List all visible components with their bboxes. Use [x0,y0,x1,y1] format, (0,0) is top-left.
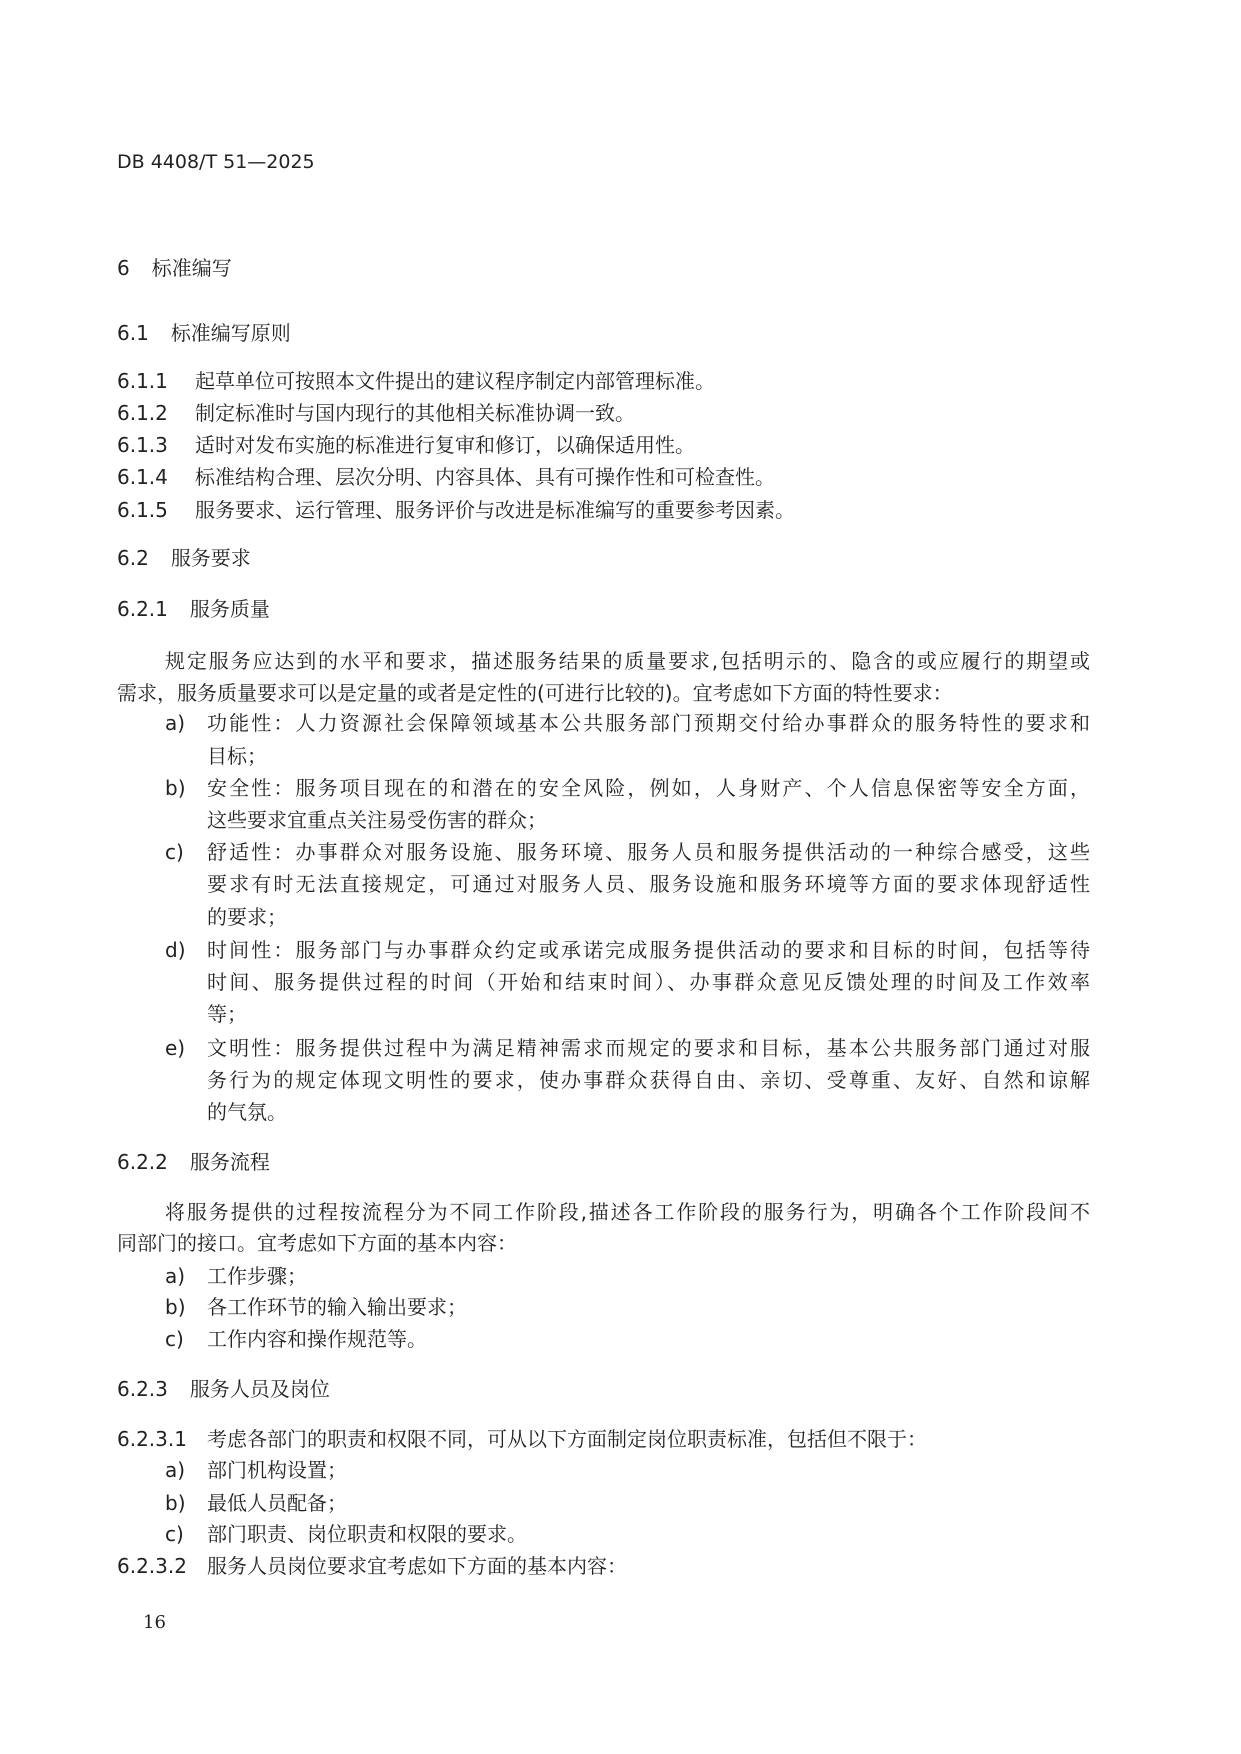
list-item-line: 务行为的规定体现文明性的要求，使办事群众获得自由、亲切、受尊重、友好、自然和谅解 [207,1068,1090,1092]
list-label: b) [165,776,186,800]
section-title: 服务流程 [189,1150,270,1174]
clause-text: 适时对发布实施的标准进行复审和修订，以确保适用性。 [195,433,695,457]
list-item-text: 部门机构设置； [207,1458,347,1482]
section-6-2-3-heading [117,1377,330,1401]
section-6-2-1-heading [117,597,270,621]
section-number: 6 [117,256,130,280]
clause-text: 制定标准时与国内现行的其他相关标准协调一致。 [195,401,635,425]
section-6-heading [117,256,232,280]
clause-number: 6.1.2 [117,401,168,425]
section-number: 6.2.2 [117,1150,168,1174]
section-6-2-heading [117,546,251,570]
list-item-line: 时间性：服务部门与办事群众约定或承诺完成服务提供活动的要求和目标的时间，包括等待 [207,938,1090,962]
section-title: 服务质量 [189,597,270,621]
clause-text: 起草单位可按照本文件提出的建议程序制定内部管理标准。 [195,369,715,393]
list-item-line: 时间、服务提供过程的时间（开始和结束时间）、办事群众意见反馈处理的时间及工作效率 [207,970,1090,994]
clause-number: 6.1.1 [117,369,168,393]
clause-number: 6.2.3.2 [117,1554,187,1578]
list-item-line: 文明性：服务提供过程中为满足精神需求而规定的要求和目标，基本公共服务部门通过对服 [207,1036,1090,1060]
list-label: c) [165,1327,184,1351]
document-id: DB 4408/T 51—2025 [117,151,315,173]
clause-6-2-3-1 [117,1427,927,1451]
clause-number: 6.2.3.1 [117,1427,187,1451]
list-label: a) [165,711,186,735]
clause-text: 考虑各部门的职责和权限不同，可从以下方面制定岗位职责标准，包括但不限于： [206,1427,927,1451]
section-title: 标准编写 [151,256,232,280]
paragraph-line: 同部门的接口。宜考虑如下方面的基本内容： [117,1231,517,1255]
paragraph-line: 需求，服务质量要求可以是定量的或者是定性的(可进行比较的)。宜考虑如下方面的特性要求： [117,681,953,705]
list-item-line: 舒适性：办事群众对服务设施、服务环境、服务人员和服务提供活动的一种综合感受，这些 [207,840,1090,864]
list-item-text: 各工作环节的输入输出要求； [207,1295,467,1319]
list-item-line: 功能性：人力资源社会保障领域基本公共服务部门预期交付给办事群众的服务特性的要求和 [207,711,1090,735]
list-label: b) [165,1491,186,1515]
page-number: 16 [143,1612,166,1633]
list-item-line: 这些要求宜重点关注易受伤害的群众； [207,808,547,832]
paragraph-line: 将服务提供的过程按流程分为不同工作阶段,描述各工作阶段的服务行为，明确各个工作阶段间不 [165,1200,1090,1224]
list-item-line: 等； [207,1002,247,1026]
clause-text: 标准结构合理、层次分明、内容具体、具有可操作性和可检查性。 [195,465,775,489]
clause-number: 6.1.5 [117,498,168,522]
list-label: b) [165,1295,186,1319]
list-item-line: 要求有时无法直接规定，可通过对服务人员、服务设施和服务环境等方面的要求体现舒适性 [207,872,1090,896]
paragraph-line: 规定服务应达到的水平和要求，描述服务结果的质量要求,包括明示的、隐含的或应履行的期望或 [165,649,1090,673]
section-6-2-2-heading [117,1150,270,1174]
list-item-line: 安全性：服务项目现在的和潜在的安全风险，例如，人身财产、个人信息保密等安全方面， [207,776,1090,800]
list-item-text: 工作步骤； [207,1264,307,1288]
clause-number: 6.1.3 [117,433,168,457]
section-number: 6.2.3 [117,1377,168,1401]
list-item-text: 工作内容和操作规范等。 [207,1327,427,1351]
clause-text: 服务要求、运行管理、服务评价与改进是标准编写的重要参考因素。 [195,498,795,522]
list-item-text: 部门职责、岗位职责和权限的要求。 [207,1522,527,1546]
clause-number: 6.1.4 [117,465,168,489]
section-title: 服务人员及岗位 [189,1377,330,1401]
clause-6-2-3-2 [117,1554,627,1578]
list-item-line: 目标； [207,744,267,768]
section-number: 6.2.1 [117,597,168,621]
list-item-line: 的气氛。 [207,1100,287,1124]
clause-text: 服务人员岗位要求宜考虑如下方面的基本内容： [206,1554,627,1578]
list-label: e) [165,1036,186,1060]
section-title: 标准编写原则 [170,321,291,345]
list-label: d) [165,938,186,962]
section-title: 服务要求 [170,546,251,570]
list-item-text: 最低人员配备； [207,1491,347,1515]
section-6-1-heading [117,321,291,345]
list-label: a) [165,1458,186,1482]
list-label: c) [165,1522,184,1546]
list-label: c) [165,840,184,864]
list-label: a) [165,1264,186,1288]
section-number: 6.1 [117,321,149,345]
section-number: 6.2 [117,546,149,570]
list-item-line: 的要求； [207,905,287,929]
